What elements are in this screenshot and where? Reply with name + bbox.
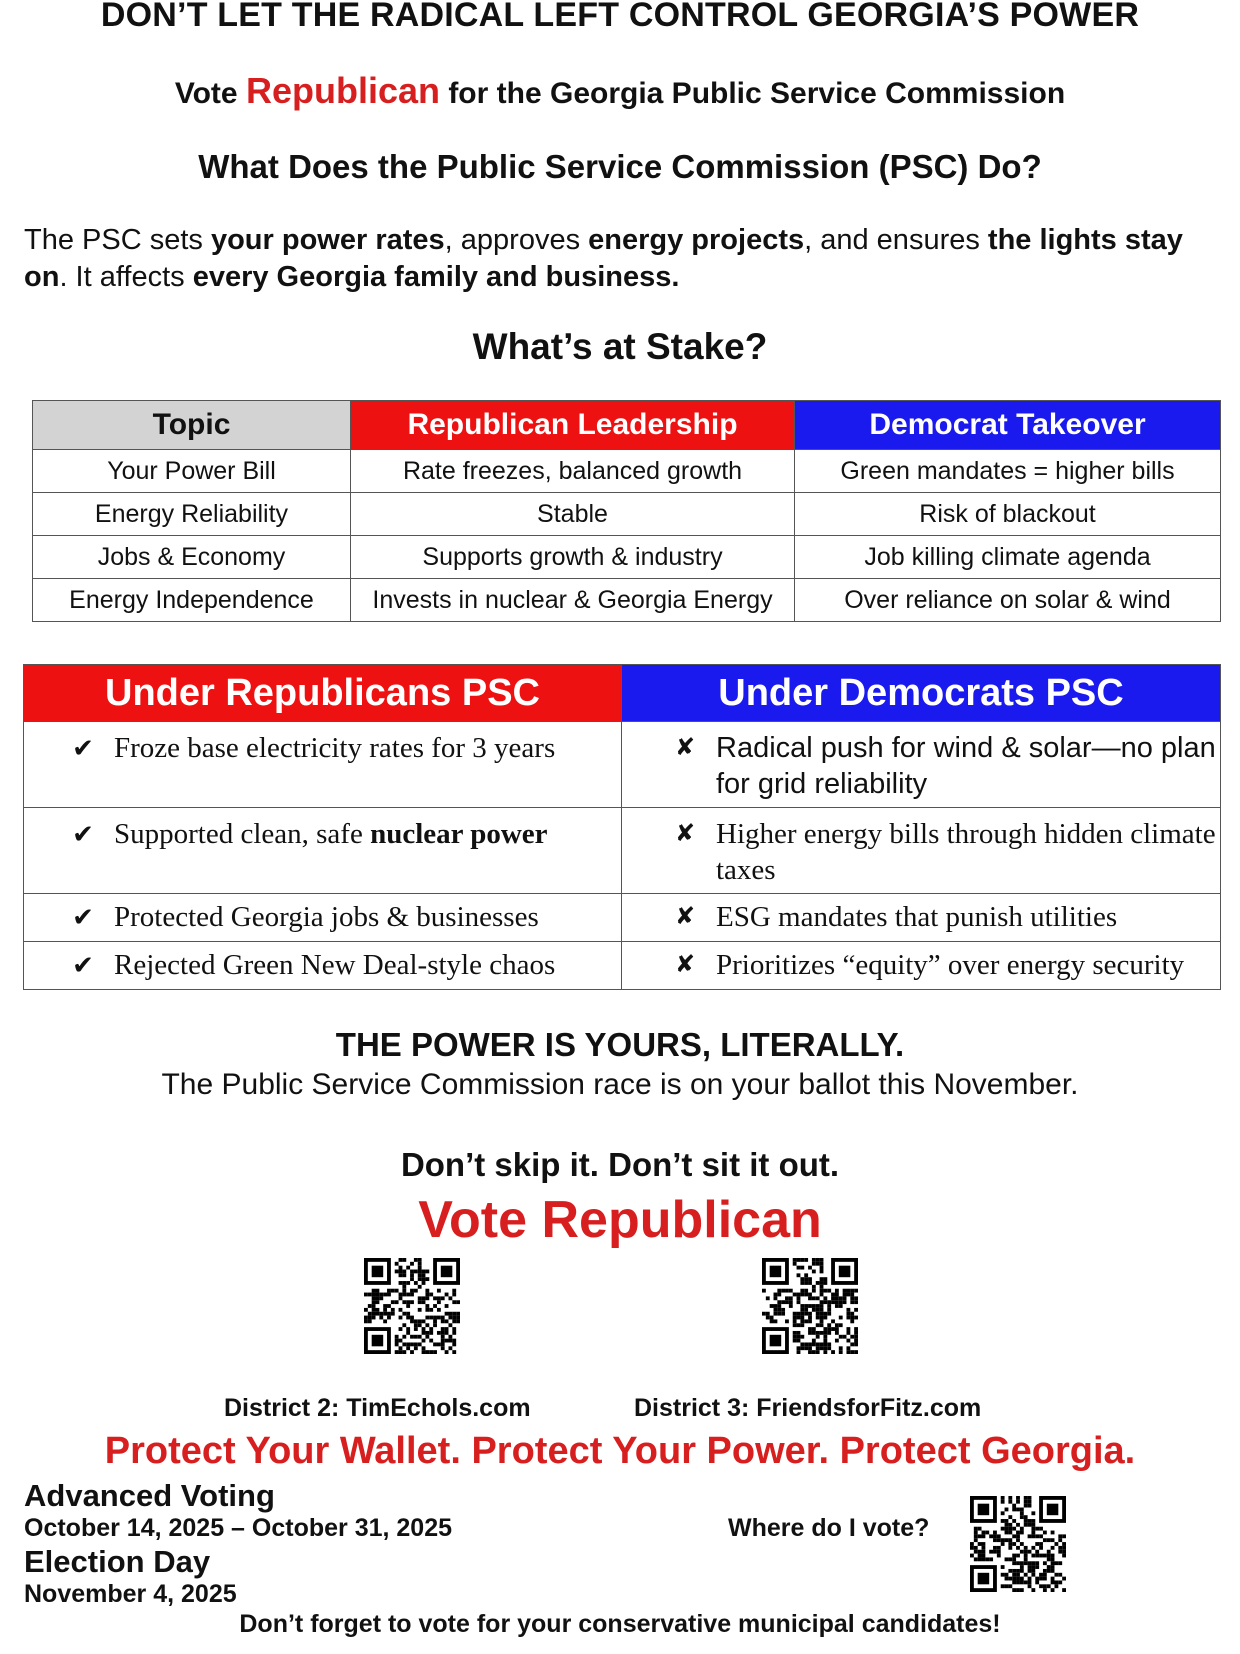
intro-emphasis: energy projects bbox=[588, 224, 805, 256]
compare-text-bold: nuclear power bbox=[370, 818, 548, 850]
compare-text: Radical push for wind & solar—no plan for grid reliability bbox=[716, 732, 1216, 800]
stake-cell-topic: Energy Independence bbox=[33, 579, 351, 622]
qr-code-where-to-vote-icon[interactable] bbox=[970, 1496, 1066, 1592]
compare-text: Prioritizes “equity” over energy security bbox=[716, 949, 1185, 981]
stake-header-democrat: Democrat Takeover bbox=[795, 401, 1221, 450]
qr-code-district2-icon[interactable] bbox=[364, 1258, 460, 1354]
stake-header-topic: Topic bbox=[33, 401, 351, 450]
qr-code-district3-icon[interactable] bbox=[762, 1258, 858, 1354]
compare-cell-democrat bbox=[622, 722, 1221, 808]
intro-emphasis: your power rates bbox=[210, 224, 445, 256]
compare-header-republican: Under Republicans PSC bbox=[24, 665, 622, 722]
stake-cell-republican: Stable bbox=[351, 493, 795, 536]
stake-cell-democrat: Over reliance on solar & wind bbox=[795, 579, 1221, 622]
stake-cell-topic: Your Power Bill bbox=[33, 450, 351, 493]
compare-cell-republican bbox=[24, 808, 622, 894]
compare-table bbox=[23, 664, 1221, 990]
stake-table bbox=[32, 400, 1221, 622]
election-day-title: Election Day bbox=[24, 1544, 211, 1579]
district3-link[interactable]: District 3: FriendsforFitz.com bbox=[634, 1394, 982, 1422]
compare-text bbox=[102, 816, 548, 852]
ballot-line: The Public Service Commission race is on your ballot this November. bbox=[161, 1068, 1079, 1101]
stake-cell-republican: Supports growth & industry bbox=[351, 536, 795, 579]
table-row bbox=[24, 808, 1221, 894]
intro-emphasis: the lights stay on bbox=[24, 224, 1183, 293]
stake-cell-republican: Rate freezes, balanced growth bbox=[351, 450, 795, 493]
compare-cell-republican bbox=[24, 942, 622, 990]
intro-text: The PSC sets bbox=[24, 224, 211, 256]
district2-link[interactable]: District 2: TimEchols.com bbox=[224, 1394, 531, 1422]
intro-emphasis: every Georgia family and business. bbox=[192, 261, 680, 293]
subhead-prefix: Vote bbox=[174, 77, 246, 110]
stake-cell-topic: Energy Reliability bbox=[33, 493, 351, 536]
compare-text: Rejected Green New Deal-style chaos bbox=[114, 949, 556, 981]
table-row bbox=[33, 493, 1221, 536]
compare-text: Protected Georgia jobs & businesses bbox=[114, 901, 539, 933]
vote-republican-heading: Vote Republican bbox=[418, 1191, 822, 1249]
compare-cell-democrat bbox=[622, 808, 1221, 894]
footer-reminder: Don’t forget to vote for your conservative municipal candidates! bbox=[239, 1610, 1001, 1638]
stake-header-republican: Republican Leadership bbox=[351, 401, 795, 450]
compare-cell-democrat bbox=[622, 942, 1221, 990]
check-icon: ✔ bbox=[72, 902, 94, 932]
compare-text: ESG mandates that punish utilities bbox=[716, 901, 1118, 933]
cross-icon: ✘ bbox=[674, 820, 696, 847]
stake-title: What’s at Stake? bbox=[472, 326, 768, 367]
table-row bbox=[24, 722, 1221, 808]
table-row bbox=[33, 536, 1221, 579]
compare-header-democrat: Under Democrats PSC bbox=[622, 665, 1221, 722]
compare-cell-republican bbox=[24, 894, 622, 942]
compare-cell-republican bbox=[24, 722, 622, 808]
check-icon: ✔ bbox=[72, 733, 94, 763]
subhead-suffix: for the Georgia Public Service Commission bbox=[439, 77, 1066, 110]
election-day-date: November 4, 2025 bbox=[24, 1580, 237, 1608]
check-icon: ✔ bbox=[72, 819, 94, 849]
compare-text: Froze base electricity rates for 3 years bbox=[114, 732, 556, 764]
stake-cell-democrat: Green mandates = higher bills bbox=[795, 450, 1221, 493]
check-icon: ✔ bbox=[72, 950, 94, 980]
cross-icon: ✘ bbox=[674, 951, 696, 978]
intro-paragraph bbox=[24, 222, 1220, 296]
cross-icon: ✘ bbox=[674, 734, 696, 761]
advanced-voting-dates: October 14, 2025 – October 31, 2025 bbox=[24, 1514, 453, 1542]
table-row bbox=[24, 894, 1221, 942]
subhead bbox=[0, 70, 1240, 112]
where-to-vote-label: Where do I vote? bbox=[728, 1514, 930, 1542]
compare-text-part: Supported clean, safe bbox=[114, 818, 371, 850]
table-row bbox=[24, 942, 1221, 990]
stake-cell-democrat: Job killing climate agenda bbox=[795, 536, 1221, 579]
compare-cell-democrat bbox=[622, 894, 1221, 942]
compare-text: Higher energy bills through hidden climate taxes bbox=[716, 818, 1216, 886]
intro-text: . It affects bbox=[59, 261, 193, 293]
power-line: THE POWER IS YOURS, LITERALLY. bbox=[335, 1026, 905, 1063]
cross-icon: ✘ bbox=[674, 903, 696, 930]
table-row bbox=[33, 450, 1221, 493]
stake-cell-topic: Jobs & Economy bbox=[33, 536, 351, 579]
subhead-party: Republican bbox=[245, 70, 440, 111]
question-title: What Does the Public Service Commission (PSC) Do? bbox=[198, 148, 1042, 185]
table-row bbox=[33, 579, 1221, 622]
headline: DON’T LET THE RADICAL LEFT CONTROL GEORGIA’S POWER bbox=[100, 0, 1140, 34]
stake-cell-republican: Invests in nuclear & Georgia Energy bbox=[351, 579, 795, 622]
protect-slogan: Protect Your Wallet. Protect Your Power. Protect Georgia. bbox=[104, 1430, 1136, 1472]
skip-line: Don’t skip it. Don’t sit it out. bbox=[400, 1146, 840, 1183]
intro-text: , and ensures bbox=[804, 224, 988, 256]
stake-cell-democrat: Risk of blackout bbox=[795, 493, 1221, 536]
intro-text: , approves bbox=[444, 224, 589, 256]
advanced-voting-title: Advanced Voting bbox=[24, 1478, 275, 1513]
